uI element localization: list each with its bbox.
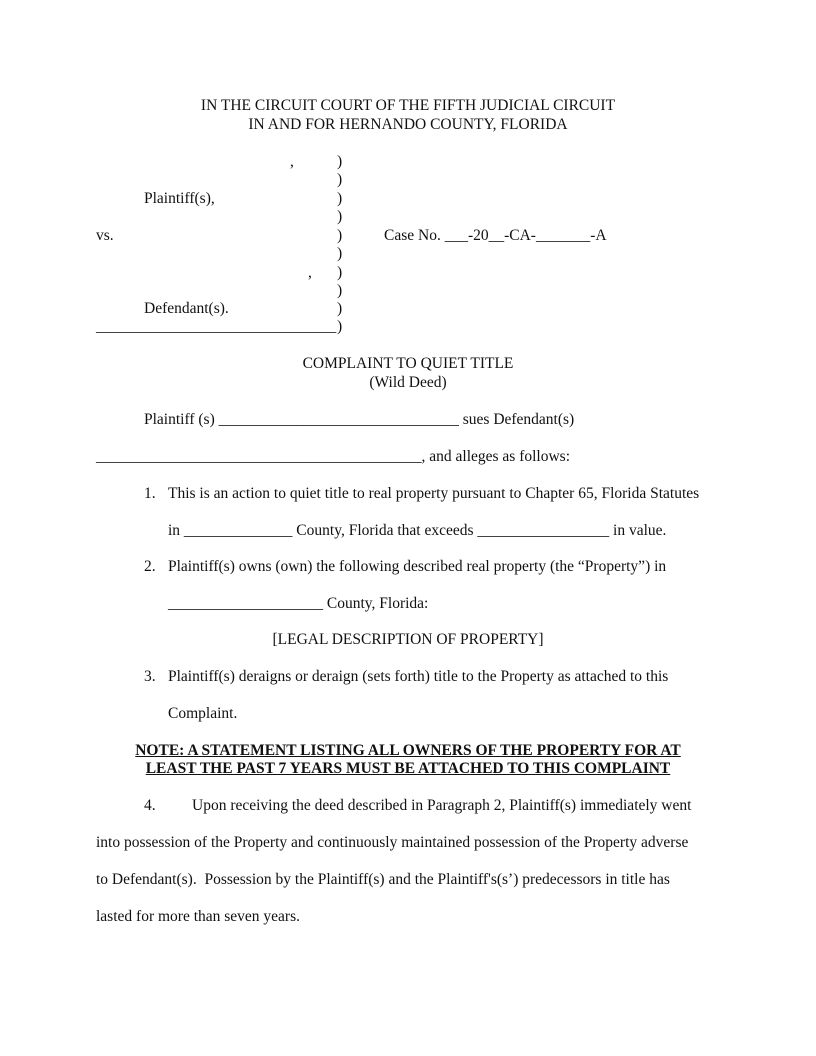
paragraph-4-line-1: Upon receiving the deed described in Paragraph 2, Plaintiff(s) immediately went [192, 797, 692, 814]
paragraph-4-line-3: to Defendant(s). Possession by the Plaintiff(s) and the Plaintiff's(s’) predecessors in title has [96, 871, 670, 888]
paragraph-4-line-2: into possession of the Property and continuously maintained possession of the Property adverse [96, 834, 689, 851]
paragraph-number: 4. [144, 797, 156, 814]
caption-paren: ) [337, 282, 343, 299]
caption-paren: ) [337, 153, 343, 170]
paragraph-1-line-1: This is an action to quiet title to real property pursuant to Chapter 65, Florida Statutes [168, 485, 700, 502]
caption-paren: ) [337, 227, 343, 244]
caption-bottom-rule: _______________________________ [96, 318, 337, 335]
paragraph-number: 1. [144, 485, 156, 502]
owners-statement-note-line-2: LEAST THE PAST 7 YEARS MUST BE ATTACHED TO THIS COMPLAINT [145, 760, 671, 777]
paragraph-4-line-4: lasted for more than seven years. [96, 908, 301, 925]
paragraph-1-line-2: in ______________ County, Florida that exceeds _________________ in value. [168, 522, 667, 539]
paragraph-number: 3. [144, 668, 156, 685]
owners-statement-note-line-1: NOTE: A STATEMENT LISTING ALL OWNERS OF THE PROPERTY FOR AT [135, 742, 681, 759]
caption-paren: ) [337, 300, 343, 317]
versus-label: vs. [96, 227, 114, 244]
paragraph-3-line-1: Plaintiff(s) deraigns or deraign (sets forth) title to the Property as attached to this [168, 668, 669, 685]
document-subtitle: (Wild Deed) [369, 374, 447, 391]
intro-line-2: __________________________________________, and alleges as follows: [96, 448, 571, 465]
defendant-label: Defendant(s). [144, 300, 229, 317]
caption-paren: ) [337, 190, 343, 207]
court-name-line: IN THE CIRCUIT COURT OF THE FIFTH JUDICIAL CIRCUIT [200, 97, 616, 114]
case-number: Case No. ___-20__-CA-_______-A [384, 227, 607, 244]
caption-paren: ) [337, 171, 343, 188]
intro-line-1: Plaintiff (s) _______________________________ sues Defendant(s) [144, 411, 575, 428]
caption-paren: ) [337, 245, 343, 262]
caption-paren: ) [337, 208, 343, 225]
legal-description-placeholder: [LEGAL DESCRIPTION OF PROPERTY] [272, 631, 544, 648]
caption-paren: ) [337, 318, 343, 335]
plaintiff-name-comma: , [290, 153, 294, 170]
court-county-line: IN AND FOR HERNANDO COUNTY, FLORIDA [248, 116, 568, 133]
plaintiff-label: Plaintiff(s), [144, 190, 215, 207]
caption-paren: ) [337, 264, 343, 281]
paragraph-2-line-2: ____________________ County, Florida: [168, 595, 429, 612]
paragraph-number: 2. [144, 558, 156, 575]
defendant-name-comma: , [308, 264, 312, 281]
document-title: COMPLAINT TO QUIET TITLE [302, 355, 514, 372]
paragraph-3-line-2: Complaint. [168, 705, 238, 722]
paragraph-2-line-1: Plaintiff(s) owns (own) the following described real property (the “Property”) in [168, 558, 667, 575]
